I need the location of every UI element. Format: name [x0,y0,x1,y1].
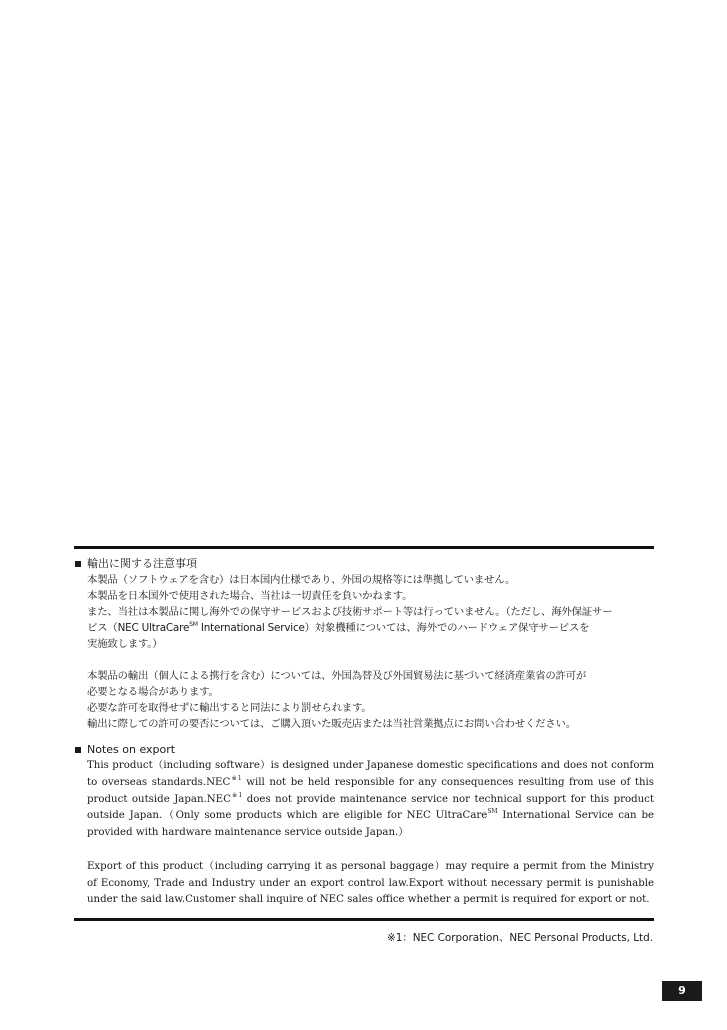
footnote-ref-mark: ※1 [230,791,243,799]
jp-line-3: また、当社は本製品に関し海外での保守サービスおよび技術サポート等は行っていません。（ただし、海外保証サー [87,606,613,618]
jp-line-6: 本製品の輸出（個人による携行を含む）については、外国為替及び外国貿易法に基づいて経済産業省の許可が [87,670,587,682]
jp-line-8: 必要な許可を取得せずに輸出すると同法により罰せられます。 [87,702,372,714]
japanese-heading-row [74,556,654,572]
english-paragraph-2: Export of this product（including carrying it as personal baggage）may require a permit from the Ministry of Economy, Trade and Industry under an export control law.Export without necessary permit is punishable under the said law.Customer shall inquire of NEC sales office whether a permit is required for export or not. [87,860,654,906]
english-heading-row [74,742,654,758]
jp-line-4a: ビス（NEC UltraCare [87,622,190,634]
footnote-ref-mark: ※1 [230,774,242,782]
export-notice-japanese [74,556,654,732]
footnote: ※1：NEC Corporation、NEC Personal Products, Ltd. [387,932,653,944]
jp-line-2: 本製品を日本国外で使用された場合、当社は一切責任を負いかねます。 [87,590,413,602]
jp-line-1: 本製品（ソフトウェアを含む）は日本国内仕様であり、外国の規格等には準拠していません。 [87,574,516,586]
jp-line-4 [87,620,654,636]
japanese-body [87,572,654,732]
jp-line-4b: International Service）対象機種については、海外でのハードウェア保守サービスを [200,622,590,634]
jp-line-5: 実施致します。） [87,638,163,650]
english-paragraph-1 [87,758,654,842]
english-body [87,758,654,909]
jp-line-7: 必要となる場合があります。 [87,686,219,698]
export-notice-english [74,742,654,909]
black-square-bullet-icon [75,561,81,567]
page-number: 9 [662,981,702,1001]
en-p1-part-a: This product（including software）is designed under Japanese domestic specifications and does not conform to overseas standards.NEC [87,760,654,788]
black-square-bullet-icon [75,747,81,753]
bottom-divider-rule [74,918,654,921]
top-divider-rule [74,546,654,549]
en-p1-part-d: International Service can be provided with hardware maintenance service outside Japan.） [87,810,655,839]
jp-line-9: 輸出に際しての許可の要否については、ご購入頂いた販売店または当社営業拠点にお問い合わせください。 [87,718,576,730]
english-heading: Notes on export [87,743,176,756]
en-p1-part-b: will not be held responsible for any consequences resulting from use of this product outside Japan.NEC [87,776,654,805]
en-sm-mark: SM [487,808,498,816]
japanese-heading: 輸出に関する注意事項 [87,557,197,570]
jp-sm-mark: SM [189,621,198,628]
en-p1-part-c: does not provide maintenance service nor technical support for this product outside Japan.（Only some products which are eligible for NEC UltraCare [87,793,654,822]
